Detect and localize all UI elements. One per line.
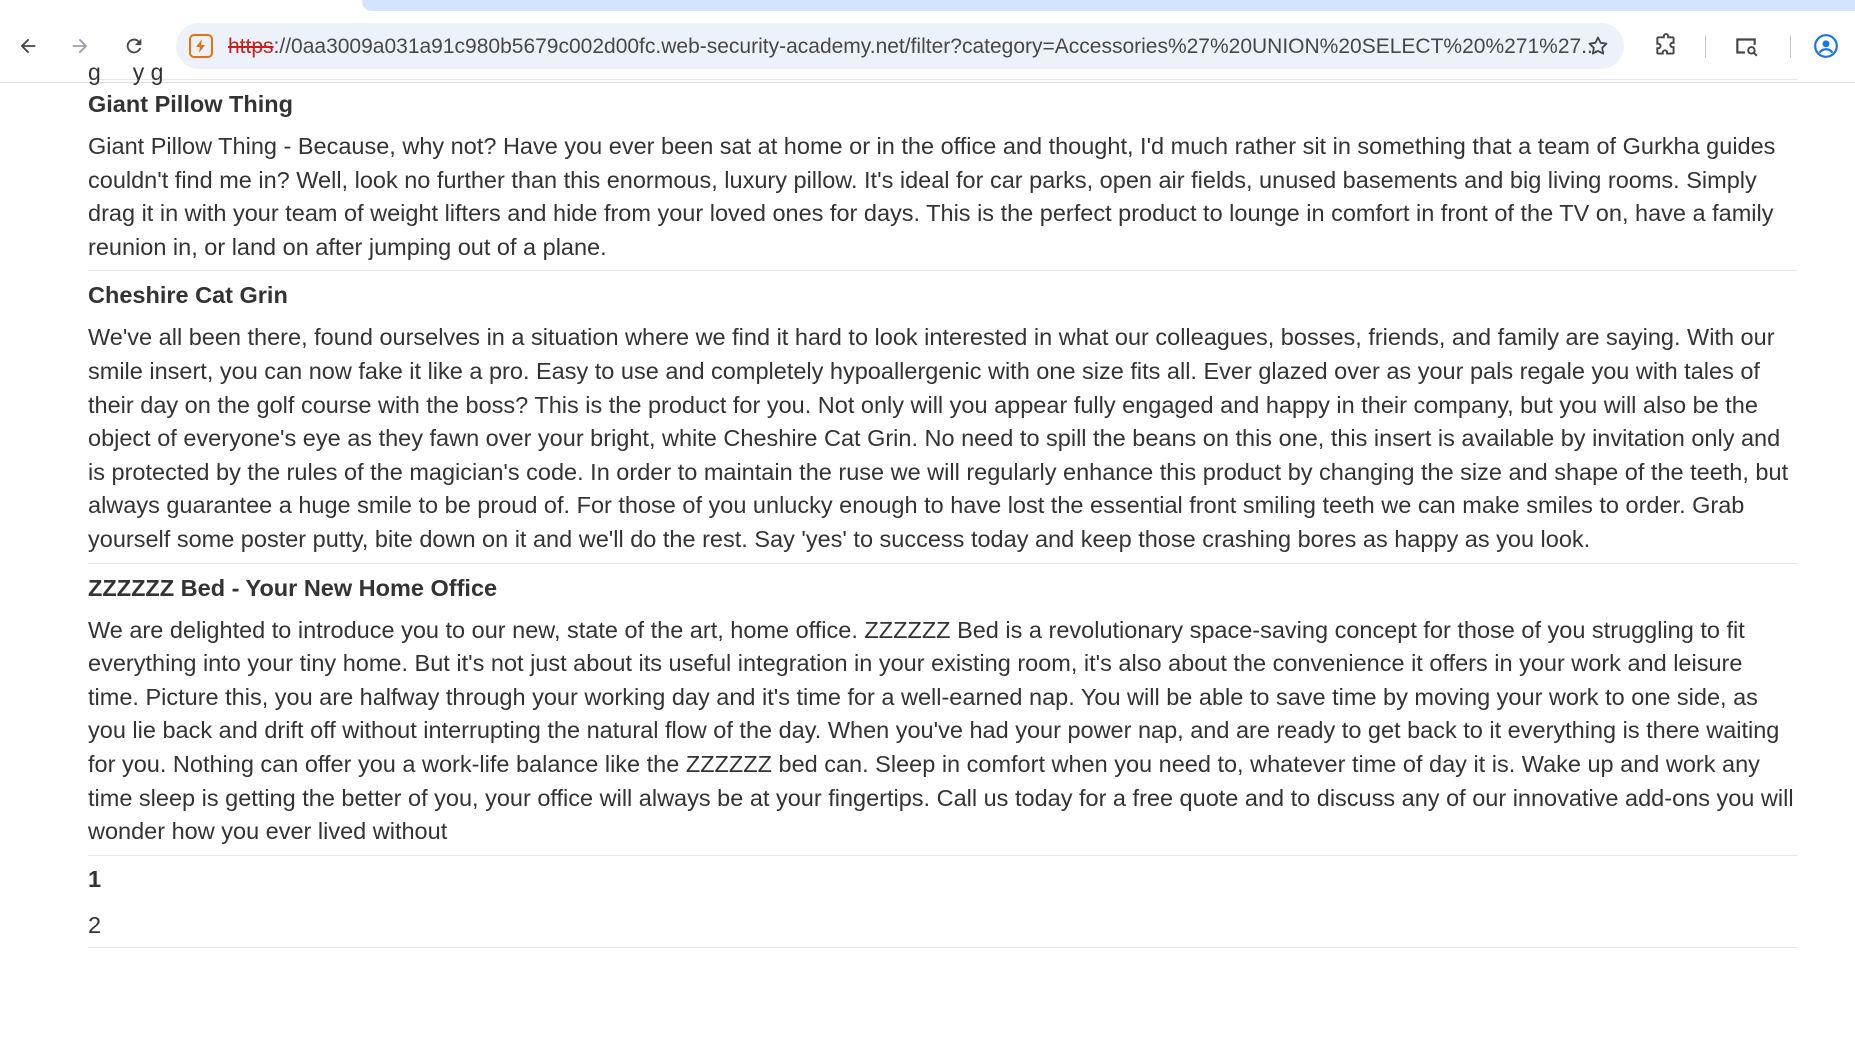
partial-text: g y g xyxy=(88,59,164,85)
back-button[interactable] xyxy=(10,28,46,64)
product-description: Giant Pillow Thing - Because, why not? Have you ever been sat at home or in the office and thought, I'd much rather sit in something that a team of Gurkha guides couldn't find me in? Well, look no further than this enormous, luxury pillow. It's ideal for car parks, open air fields, unused basements and big living rooms. Simply drag it in with your team of weight lifters and hide from your loved ones for days. This is the perfect product to lounge in comfort in front of the TV on, have a family reunion in, or land on after jumping out of a plane. xyxy=(88,133,1776,260)
product-title: ZZZZZZ Bed - Your New Home Office xyxy=(88,563,1798,611)
product-description: We've all been there, found ourselves in a situation where we find it hard to look interested in what our colleagues, bosses, friends, and family are saying. With our smile insert, you can now fake it like a pro. Easy to use and completely hypoallergenic with one size fits all. Ever glazed over as your pals regale you with tales of their day on the golf course with the boss? This is the product for you. Not only will you appear fully engaged and happy in their company, but you will also be the object of everyone's eye as they fawn over your bright, white Cheshire Cat Grin. No need to spill the beans on this one, this insert is available by invitation only and is protected by the rules of the magician's code. In order to maintain the ruse we will regularly enhance this product by changing the size and shape of the teeth, but always guarantee a huge smile to be proud of. For those of you unlucky enough to have lost the essential front smiling teeth we can make smiles to order. Grab yourself some poster putty, bite down on it and we'll do the rest. Say 'yes' to success today and keep those crashing bores as happy as you look. xyxy=(88,324,1789,552)
page-content xyxy=(0,59,1855,1044)
table-divider xyxy=(88,947,1798,948)
account-icon xyxy=(1813,33,1839,59)
profile-button[interactable] xyxy=(1808,28,1844,64)
product-title: Cheshire Cat Grin xyxy=(88,270,1798,318)
product-title: Giant Pillow Thing xyxy=(88,91,293,117)
product-table xyxy=(88,49,1798,948)
tab-strip xyxy=(362,0,1855,11)
url-scheme: https xyxy=(228,35,274,58)
arrow-left-icon xyxy=(17,35,39,57)
url-path: ://0aa3009a031a91c980b5679c002d00fc.web-security-academy.net/filter?category=Accessories%27%20UNION%20SELECT%20%271%27... xyxy=(273,35,1599,58)
table-row-partial xyxy=(88,49,1798,85)
union-result-row: 2 xyxy=(88,911,102,938)
product-description: We are delighted to introduce you to our new, state of the art, home office. ZZZZZZ Bed is a revolutionary space-saving concept for those of you struggling to fit everything into your tiny home. But it's not just about its useful integration in your existing room, it's also about the convenience it offers in your work and leisure time. Picture this, you are halfway through your working day and it's time for a well-earned nap. You will be able to save time by moving your work to one side, as you lie back and drift off without interrupting the natural flow of the day. When you've had your power nap, and are ready to get back to it everything is there waiting for you. Nothing can offer you a work-life balance like the ZZZZZZ bed can. Sleep in comfort when you need to, whatever time of day it is. Wake up and work any time sleep is getting the better of you, your office will always be at your fingertips. Call us today for a free quote and to discuss any of our innovative add-ons you will wonder how you ever lived without xyxy=(88,616,1794,845)
union-result-row: 1 xyxy=(88,855,1798,901)
